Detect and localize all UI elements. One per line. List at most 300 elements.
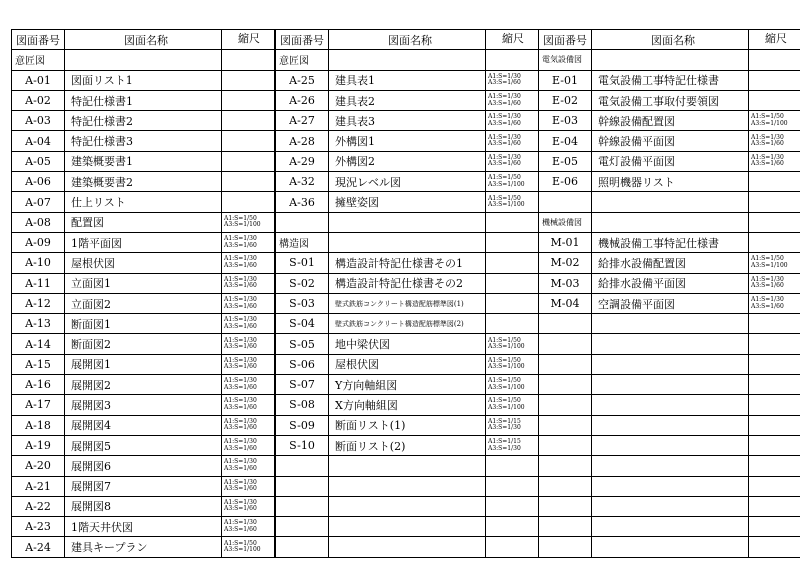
empty-cell <box>592 415 749 435</box>
drawing-scale <box>222 456 275 476</box>
empty-cell <box>276 456 329 476</box>
drawing-name: X方向軸組図 <box>329 395 486 415</box>
drawing-number: S-08 <box>276 395 329 415</box>
scale-a3: A3:S=1/100 <box>488 201 525 209</box>
table-row <box>539 232 800 252</box>
empty-cell <box>749 476 800 496</box>
drawing-number: M-01 <box>539 232 592 252</box>
drawing-scale <box>222 354 275 374</box>
scale-a3: A3:S=1/60 <box>224 282 257 290</box>
drawing-scale <box>486 395 539 415</box>
empty-cell <box>539 375 592 395</box>
header-drawing-number: 図面番号 <box>276 30 329 50</box>
blank-row <box>539 192 800 212</box>
empty-cell <box>749 375 800 395</box>
scale-a3: A3:S=1/60 <box>751 160 784 168</box>
table-row <box>539 90 800 110</box>
table-row <box>12 151 275 171</box>
drawing-name: 展開図6 <box>65 456 222 476</box>
table-row <box>276 151 539 171</box>
blank-row <box>539 415 800 435</box>
empty-cell <box>749 212 800 232</box>
empty-cell <box>539 537 592 557</box>
drawing-number: S-07 <box>276 375 329 395</box>
drawing-scale <box>749 151 800 171</box>
drawing-name: Y方向軸組図 <box>329 375 486 395</box>
empty-cell <box>486 456 539 476</box>
table-row <box>539 131 800 151</box>
scale-a3: A3:S=1/60 <box>488 99 521 107</box>
empty-cell <box>749 456 800 476</box>
scale-a1: A1:S=1/15 <box>488 417 521 425</box>
scale-a1: A1:S=1/30 <box>488 113 521 121</box>
drawing-number: A-06 <box>12 172 65 192</box>
empty-cell <box>65 50 222 70</box>
drawing-number: A-15 <box>12 354 65 374</box>
section-row <box>539 50 800 70</box>
drawing-name: 幹線設備配置図 <box>592 111 749 131</box>
drawing-table-2 <box>275 29 539 558</box>
header-row <box>12 30 275 50</box>
drawing-scale <box>749 131 800 151</box>
blank-row <box>539 476 800 496</box>
drawing-name: 地中梁伏図 <box>329 334 486 354</box>
scale-a3: A3:S=1/100 <box>488 363 525 371</box>
drawing-number: M-02 <box>539 253 592 273</box>
empty-cell <box>329 212 486 232</box>
scale-a1: A1:S=1/50 <box>488 174 521 182</box>
table-row <box>12 496 275 516</box>
drawing-number: A-17 <box>12 395 65 415</box>
table-row <box>12 375 275 395</box>
table-row <box>276 70 539 90</box>
scale-a1: A1:S=1/50 <box>751 255 784 263</box>
scale-a3: A3:S=1/60 <box>224 485 257 493</box>
drawing-number: A-14 <box>12 334 65 354</box>
scale-a3: A3:S=1/100 <box>224 221 261 229</box>
scale-a1: A1:S=1/30 <box>224 397 257 405</box>
header-scale: 縮尺 <box>486 30 539 50</box>
empty-cell <box>486 50 539 70</box>
table-row <box>12 293 275 313</box>
empty-cell <box>592 395 749 415</box>
drawing-scale <box>486 273 539 293</box>
scale-a3: A3:S=1/60 <box>224 261 257 269</box>
drawing-name: 1階天井伏図 <box>65 517 222 537</box>
drawing-number: A-22 <box>12 496 65 516</box>
table-row <box>276 192 539 212</box>
table-row <box>276 415 539 435</box>
drawing-name: 仕上リスト <box>65 192 222 212</box>
empty-cell <box>276 537 329 557</box>
table-row <box>539 70 800 90</box>
drawing-scale <box>749 90 800 110</box>
drawing-number: S-10 <box>276 435 329 455</box>
empty-cell <box>592 212 749 232</box>
scale-a3: A3:S=1/60 <box>224 363 257 371</box>
drawing-name: 建築概要書2 <box>65 172 222 192</box>
empty-cell <box>539 314 592 334</box>
drawing-name: 展開図5 <box>65 435 222 455</box>
drawing-number: A-19 <box>12 435 65 455</box>
drawing-number: A-32 <box>276 172 329 192</box>
drawing-number: A-12 <box>12 293 65 313</box>
drawing-table-3 <box>538 29 800 558</box>
empty-cell <box>539 476 592 496</box>
scale-a1: A1:S=1/30 <box>488 153 521 161</box>
empty-cell <box>486 537 539 557</box>
drawing-scale <box>486 293 539 313</box>
empty-cell <box>329 496 486 516</box>
table-row <box>276 293 539 313</box>
scale-a3: A3:S=1/30 <box>488 444 521 452</box>
drawing-scale <box>222 375 275 395</box>
scale-a1: A1:S=1/30 <box>488 133 521 141</box>
drawing-name: 図面リスト1 <box>65 70 222 90</box>
empty-cell <box>592 517 749 537</box>
drawing-scale <box>222 334 275 354</box>
drawing-scale <box>222 537 275 557</box>
empty-cell <box>749 314 800 334</box>
drawing-number: A-26 <box>276 90 329 110</box>
scale-a1: A1:S=1/50 <box>488 194 521 202</box>
table-row <box>539 172 800 192</box>
blank-row <box>539 456 800 476</box>
table-row <box>12 111 275 131</box>
drawing-scale <box>222 212 275 232</box>
drawing-name: 外構図2 <box>329 151 486 171</box>
drawing-name: 建具表3 <box>329 111 486 131</box>
drawing-number: A-21 <box>12 476 65 496</box>
scale-a3: A3:S=1/60 <box>488 119 521 127</box>
scale-a1: A1:S=1/30 <box>224 275 257 283</box>
empty-cell <box>749 537 800 557</box>
table-row <box>276 334 539 354</box>
drawing-scale <box>749 111 800 131</box>
drawing-name: 立面図1 <box>65 273 222 293</box>
drawing-scale <box>222 253 275 273</box>
empty-cell <box>749 50 800 70</box>
empty-cell <box>222 50 275 70</box>
table-row <box>12 517 275 537</box>
drawing-scale <box>222 314 275 334</box>
scale-a1: A1:S=1/50 <box>488 356 521 364</box>
drawing-name: 電気設備工事特記仕様書 <box>592 70 749 90</box>
drawing-name: 建具キープラン <box>65 537 222 557</box>
drawing-name: 機械設備工事特記仕様書 <box>592 232 749 252</box>
table-row <box>539 111 800 131</box>
empty-cell <box>592 314 749 334</box>
drawing-name: 壁式鉄筋コンクリート構造配筋標準図(2) <box>329 314 486 334</box>
empty-cell <box>539 517 592 537</box>
drawing-number: A-36 <box>276 192 329 212</box>
table-row <box>276 111 539 131</box>
empty-cell <box>749 517 800 537</box>
scale-a1: A1:S=1/30 <box>224 458 257 466</box>
scale-a1: A1:S=1/30 <box>224 498 257 506</box>
drawing-name: 断面リスト(2) <box>329 435 486 455</box>
empty-cell <box>592 354 749 374</box>
blank-row <box>276 476 539 496</box>
drawing-name: 照明機器リスト <box>592 172 749 192</box>
drawing-number: A-27 <box>276 111 329 131</box>
drawing-number: A-24 <box>12 537 65 557</box>
table-row <box>12 90 275 110</box>
section-label: 機械設備図 <box>539 212 592 232</box>
scale-a1: A1:S=1/15 <box>488 438 521 446</box>
empty-cell <box>539 354 592 374</box>
blank-row <box>276 517 539 537</box>
drawing-scale <box>222 395 275 415</box>
empty-cell <box>276 476 329 496</box>
drawing-name: 屋根伏図 <box>329 354 486 374</box>
drawing-number: A-05 <box>12 151 65 171</box>
table-row <box>276 354 539 374</box>
drawing-number: A-11 <box>12 273 65 293</box>
scale-a3: A3:S=1/60 <box>224 403 257 411</box>
section-label: 意匠図 <box>12 50 65 70</box>
table-row <box>276 395 539 415</box>
scale-a3: A3:S=1/60 <box>224 464 257 472</box>
empty-cell <box>329 232 486 252</box>
empty-cell <box>749 334 800 354</box>
drawing-number: A-16 <box>12 375 65 395</box>
table-row <box>276 90 539 110</box>
drawing-name: 特記仕様書2 <box>65 111 222 131</box>
drawing-scale <box>486 151 539 171</box>
scale-a1: A1:S=1/30 <box>224 235 257 243</box>
drawing-name: 特記仕様書3 <box>65 131 222 151</box>
drawing-scale <box>222 111 275 131</box>
empty-cell <box>592 375 749 395</box>
drawing-number: S-01 <box>276 253 329 273</box>
scale-a3: A3:S=1/100 <box>488 383 525 391</box>
drawing-scale <box>222 273 275 293</box>
drawing-number: A-28 <box>276 131 329 151</box>
scale-a1: A1:S=1/50 <box>488 336 521 344</box>
empty-cell <box>539 496 592 516</box>
scale-a1: A1:S=1/30 <box>224 417 257 425</box>
drawing-scale <box>222 151 275 171</box>
drawing-name: 展開図1 <box>65 354 222 374</box>
scale-a1: A1:S=1/30 <box>751 296 784 303</box>
drawing-number: E-06 <box>539 172 592 192</box>
drawing-number: E-04 <box>539 131 592 151</box>
table-row <box>276 273 539 293</box>
drawing-number: A-01 <box>12 70 65 90</box>
empty-cell <box>486 476 539 496</box>
scale-a1: A1:S=1/30 <box>224 438 257 446</box>
header-scale: 縮尺 <box>222 30 275 50</box>
scale-a1: A1:S=1/50 <box>224 539 257 547</box>
drawing-number: A-13 <box>12 314 65 334</box>
drawing-name: 建具表2 <box>329 90 486 110</box>
header-drawing-number: 図面番号 <box>12 30 65 50</box>
blank-row <box>276 537 539 557</box>
empty-cell <box>539 395 592 415</box>
table-row <box>12 212 275 232</box>
drawing-number: A-18 <box>12 415 65 435</box>
drawing-name: 電灯設備平面図 <box>592 151 749 171</box>
drawing-number: A-23 <box>12 517 65 537</box>
drawing-scale <box>222 496 275 516</box>
header-scale: 縮尺 <box>749 30 800 50</box>
scale-a3: A3:S=1/60 <box>224 322 257 330</box>
drawing-number: A-03 <box>12 111 65 131</box>
empty-cell <box>749 415 800 435</box>
drawing-number: E-05 <box>539 151 592 171</box>
drawing-number: A-29 <box>276 151 329 171</box>
drawing-number: E-01 <box>539 70 592 90</box>
scale-a1: A1:S=1/50 <box>224 214 257 222</box>
drawing-name: 電気設備工事取付要領図 <box>592 90 749 110</box>
empty-cell <box>749 435 800 455</box>
drawing-name: 建具表1 <box>329 70 486 90</box>
drawing-number: S-04 <box>276 314 329 334</box>
drawing-scale <box>749 273 800 293</box>
drawing-number: S-09 <box>276 415 329 435</box>
scale-a3: A3:S=1/60 <box>224 444 257 452</box>
empty-cell <box>329 50 486 70</box>
table-row <box>12 131 275 151</box>
section-row <box>12 50 275 70</box>
table-row <box>12 435 275 455</box>
empty-cell <box>749 192 800 212</box>
drawing-name: 断面図1 <box>65 314 222 334</box>
drawing-number: A-04 <box>12 131 65 151</box>
blank-row <box>539 496 800 516</box>
scale-a1: A1:S=1/30 <box>224 255 257 263</box>
drawing-scale <box>749 232 800 252</box>
drawing-name: 配置図 <box>65 212 222 232</box>
scale-a3: A3:S=1/60 <box>488 160 521 168</box>
header-drawing-name: 図面名称 <box>329 30 486 50</box>
drawing-scale <box>486 192 539 212</box>
table-row <box>12 172 275 192</box>
empty-cell <box>592 334 749 354</box>
drawing-number: E-02 <box>539 90 592 110</box>
table-row <box>12 273 275 293</box>
scale-a1: A1:S=1/30 <box>224 478 257 486</box>
scale-a3: A3:S=1/60 <box>751 302 784 310</box>
drawing-number: E-03 <box>539 111 592 131</box>
scale-a1: A1:S=1/30 <box>751 133 784 141</box>
drawing-name: 外構図1 <box>329 131 486 151</box>
empty-cell <box>592 192 749 212</box>
empty-cell <box>592 537 749 557</box>
empty-cell <box>592 476 749 496</box>
drawing-scale <box>222 415 275 435</box>
table-row <box>12 334 275 354</box>
scale-a1: A1:S=1/50 <box>751 113 784 121</box>
drawing-name: 立面図2 <box>65 293 222 313</box>
header-drawing-number: 図面番号 <box>539 30 592 50</box>
scale-a1: A1:S=1/50 <box>488 397 521 405</box>
table-row <box>12 70 275 90</box>
blank-row <box>539 517 800 537</box>
scale-a1: A1:S=1/30 <box>488 72 521 80</box>
drawing-name: 壁式鉄筋コンクリート構造配筋標準図(1) <box>329 293 486 313</box>
drawing-scale <box>486 334 539 354</box>
drawing-scale <box>222 435 275 455</box>
drawing-number: S-05 <box>276 334 329 354</box>
scale-a3: A3:S=1/100 <box>751 119 788 127</box>
section-label: 意匠図 <box>276 50 329 70</box>
drawing-scale <box>486 375 539 395</box>
drawing-number: A-20 <box>12 456 65 476</box>
section-label: 構造図 <box>276 232 329 252</box>
empty-cell <box>276 517 329 537</box>
drawing-scale <box>486 70 539 90</box>
drawing-scale <box>222 131 275 151</box>
empty-cell <box>539 435 592 455</box>
drawing-scale <box>486 314 539 334</box>
drawing-name: 1階平面図 <box>65 232 222 252</box>
drawing-name: 構造設計特記仕様書その1 <box>329 253 486 273</box>
table-row <box>12 354 275 374</box>
drawing-scale <box>222 476 275 496</box>
section-row <box>539 212 800 232</box>
drawing-name: 特記仕様書1 <box>65 90 222 110</box>
blank-row <box>539 314 800 334</box>
drawing-number: S-06 <box>276 354 329 374</box>
blank-row <box>539 375 800 395</box>
drawing-name: 屋根伏図 <box>65 253 222 273</box>
scale-a3: A3:S=1/60 <box>224 505 257 513</box>
section-label: 電気設備図 <box>539 50 592 70</box>
header-row <box>276 30 539 50</box>
drawing-scale <box>222 192 275 212</box>
empty-cell <box>276 496 329 516</box>
table-row <box>276 314 539 334</box>
drawing-scale <box>222 517 275 537</box>
drawing-scale <box>222 172 275 192</box>
empty-cell <box>749 395 800 415</box>
drawing-scale <box>486 415 539 435</box>
header-drawing-name: 図面名称 <box>65 30 222 50</box>
table-row <box>12 456 275 476</box>
empty-cell <box>539 334 592 354</box>
scale-a3: A3:S=1/30 <box>488 424 521 432</box>
drawing-number: M-03 <box>539 273 592 293</box>
scale-a3: A3:S=1/60 <box>224 343 257 351</box>
scale-a3: A3:S=1/60 <box>488 79 521 87</box>
drawing-scale <box>749 293 800 313</box>
blank-row <box>539 354 800 374</box>
empty-cell <box>329 476 486 496</box>
blank-row <box>539 334 800 354</box>
empty-cell <box>486 517 539 537</box>
table-row <box>276 172 539 192</box>
drawing-name: 給排水設備配置図 <box>592 253 749 273</box>
empty-cell <box>329 537 486 557</box>
blank-row <box>276 456 539 476</box>
drawing-name: 擁壁姿図 <box>329 192 486 212</box>
table-row <box>12 476 275 496</box>
drawing-scale <box>749 172 800 192</box>
scale-a3: A3:S=1/60 <box>751 282 784 290</box>
drawing-table-1 <box>11 29 275 558</box>
empty-cell <box>539 415 592 435</box>
empty-cell <box>592 435 749 455</box>
drawing-name: 展開図3 <box>65 395 222 415</box>
scale-a3: A3:S=1/60 <box>224 302 257 310</box>
table-row <box>539 151 800 171</box>
drawing-number: A-25 <box>276 70 329 90</box>
drawing-name: 幹線設備平面図 <box>592 131 749 151</box>
blank-row <box>539 435 800 455</box>
drawing-scale <box>486 253 539 273</box>
